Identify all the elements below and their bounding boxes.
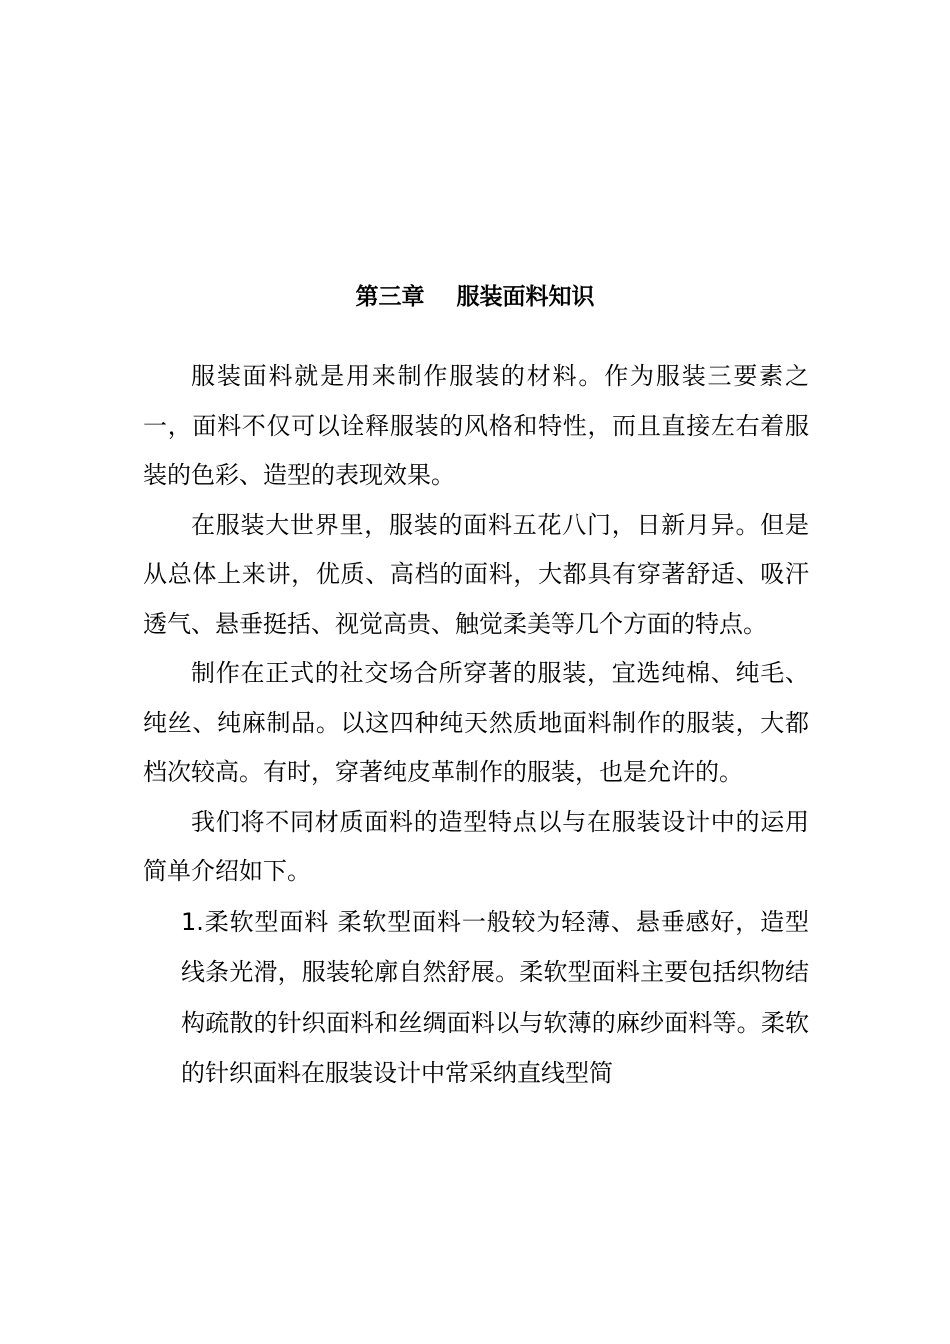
paragraph-features: 在服装大世界里，服装的面料五花八门，日新月异。但是从总体上来讲，优质、高档的面料，大都具有穿著舒适、吸汗透气、悬垂挺括、视觉高贵、触觉柔美等几个方面的特点。 xyxy=(143,510,809,638)
paragraph-overview: 我们将不同材质面料的造型特点以与在服装设计中的运用简单介绍如下。 xyxy=(143,807,809,885)
paragraph-intro: 服装面料就是用来制作服装的材料。作为服装三要素之一，面料不仅可以诠释服装的风格和特性，而且直接左右着服装的色彩、造型的表现效果。 xyxy=(143,362,809,489)
list-item-soft-fabric: 1.柔软型面料 柔软型面料一般较为轻薄、悬垂感好，造型线条光滑，服装轮廓自然舒展。柔软型面料主要包括织物结构疏散的针织面料和丝绸面料以与软薄的麻纱面料等。柔软的针织面料在服装设计中常采纳直线型简 xyxy=(181,907,809,1087)
chapter-title: 第三章 服装面料知识 xyxy=(355,284,595,310)
paragraph-formal-wear: 制作在正式的社交场合所穿著的服装，宜选纯棉、纯毛、纯丝、纯麻制品。以这四种纯天然质地面料制作的服装，大都档次较高。有时，穿著纯皮革制作的服装，也是允许的。 xyxy=(143,659,809,786)
document-body xyxy=(143,352,809,1099)
